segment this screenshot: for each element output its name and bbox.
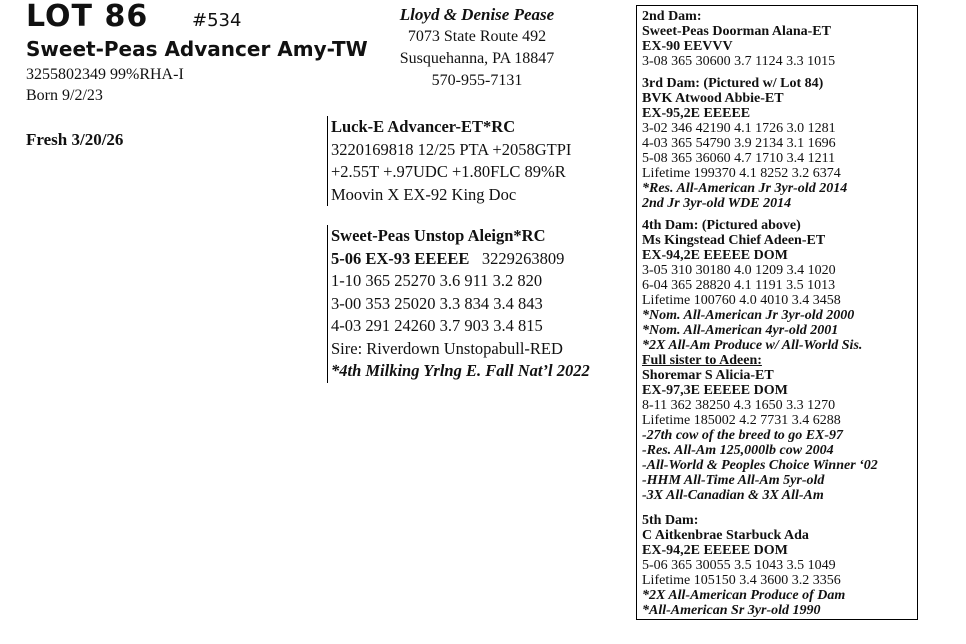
registration-number: 3255802349 99%RHA-I [26,66,184,83]
dam-record: 4-03 291 24260 3.7 903 3.4 815 [331,316,543,335]
record-line: Lifetime 199370 4.1 8252 3.2 6374 [642,166,841,181]
owner-phone: 570-955-7131 [431,72,523,89]
sire-block [327,116,631,206]
owner-name: Lloyd & Denise Pease [399,5,555,24]
full-sister-section [642,353,917,503]
record-line: 5-06 365 30055 3.5 1043 3.5 1049 [642,558,836,573]
dam-name: C Aitkenbrae Starbuck Ada [642,528,809,543]
award-line: -All-World & Peoples Choice Winner ‘02 [642,458,878,473]
dam2-section [642,9,917,69]
dam-name: Sweet-Peas Doorman Alana-ET [642,24,831,39]
award-line: 2nd Jr 3yr-old WDE 2014 [642,196,792,211]
award-line: -27th cow of the breed to go EX-97 [642,428,844,443]
record-line: 6-04 365 28820 4.1 1191 3.5 1013 [642,278,836,293]
dam-classification: 5-06 EX-93 EEEEE [331,248,470,268]
pedigree-box [636,5,918,620]
owner-address: 7073 State Route 492 [407,28,547,45]
dam-name: BVK Atwood Abbie-ET [642,91,784,106]
award-line: *2X All-Am Produce w/ All-World Sis. [642,338,863,353]
section-heading: 3rd Dam: (Pictured w/ Lot 84) [642,76,824,91]
section-heading: 5th Dam: [642,513,699,528]
lot-title: LOT 86 [26,0,149,34]
owner-city: Susquehanna, PA 18847 [399,50,555,67]
record-line: 3-08 365 30600 3.7 1124 3.3 1015 [642,54,836,69]
lot-number: #534 [192,10,242,31]
record-line: 4-03 365 54790 3.9 2134 3.1 1696 [642,136,836,151]
sire-line: Moovin X EX-92 King Doc [331,184,517,204]
award-line: *All-American Sr 3yr-old 1990 [642,603,821,618]
classification: EX-90 EEVVV [642,39,733,54]
dam-record: 1-10 365 25270 3.6 911 3.2 820 [331,271,543,290]
classification: EX-94,2E EEEEE DOM [642,248,788,263]
dam4-section [642,218,917,353]
record-line: Lifetime 185002 4.2 7731 3.4 6288 [642,413,841,428]
award-line: *Nom. All-American Jr 3yr-old 2000 [642,308,855,323]
award-line: *2X All-American Produce of Dam [642,588,846,603]
section-heading: 4th Dam: (Pictured above) [642,218,801,233]
dam5-section [642,513,917,618]
dam-record: 3-00 353 25020 3.3 834 3.4 843 [331,293,543,313]
record-line: Lifetime 100760 4.0 4010 3.4 3458 [642,293,841,308]
sister-name: Shoremar S Alicia-ET [642,368,774,383]
record-line: Lifetime 105150 3.4 3600 3.2 3356 [642,573,841,588]
dam-award: *4th Milking Yrlng E. Fall Nat’l 2022 [331,361,590,380]
dam-classification-line [331,248,631,271]
award-line: -HHM All-Time All-Am 5yr-old [642,473,825,488]
record-line: 8-11 362 38250 4.3 1650 3.3 1270 [642,398,836,413]
award-line: -Res. All-Am 125,000lb cow 2004 [642,443,834,458]
sire-line: 3220169818 12/25 PTA +2058GTPI [331,139,572,159]
sire-name: Luck-E Advancer-ET*RC [331,117,516,136]
dam-sire: Sire: Riverdown Unstopabull-RED [331,338,563,358]
dam-block [327,225,631,383]
record-line: 5-08 365 36060 4.7 1710 3.4 1211 [642,151,836,166]
dam-name: Ms Kingstead Chief Adeen-ET [642,233,826,248]
classification: EX-94,2E EEEEE DOM [642,543,788,558]
section-heading: Full sister to Adeen: [642,353,762,368]
fresh-date: Fresh 3/20/26 [26,130,124,149]
classification: EX-97,3E EEEEE DOM [642,383,788,398]
birth-date: Born 9/2/23 [26,87,103,104]
record-line: 3-05 310 30180 4.0 1209 3.4 1020 [642,263,836,278]
section-heading: 2nd Dam: [642,9,702,24]
award-line: *Nom. All-American 4yr-old 2001 [642,323,839,338]
award-line: *Res. All-American Jr 3yr-old 2014 [642,181,848,196]
classification: EX-95,2E EEEEE [642,106,751,121]
dam3-section [642,76,917,211]
record-line: 3-02 346 42190 4.1 1726 3.0 1281 [642,121,836,136]
dam-registration: 3229263809 [481,248,565,268]
owner-block [372,4,582,92]
sire-line: +2.55T +.97UDC +1.80FLC 89%R [331,162,566,181]
animal-name: Sweet-Peas Advancer Amy-TW [26,37,368,61]
award-line: -3X All-Canadian & 3X All-Am [642,488,824,503]
dam-name: Sweet-Peas Unstop Aleign*RC [331,226,546,245]
